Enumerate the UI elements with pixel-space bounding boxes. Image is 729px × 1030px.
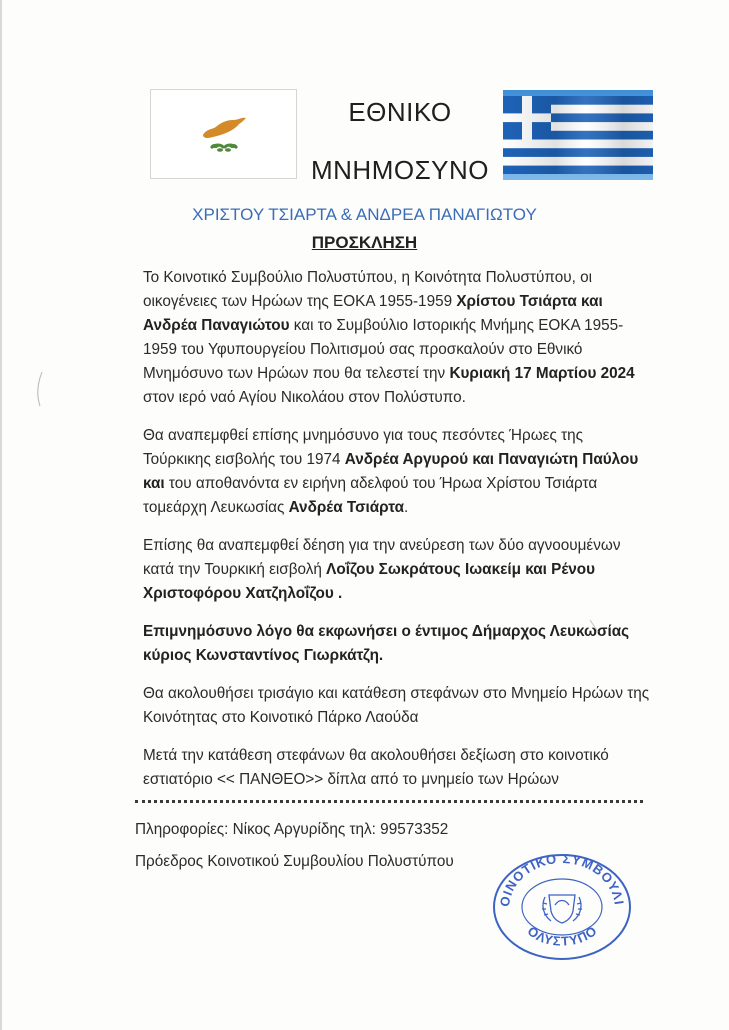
- stamp-top-text: ΟΙΝΟΤΙΚΟ ΣΥΜΒΟΥΛΙ: [496, 850, 627, 908]
- title-line-1: ΕΘΝΙΚΟ: [348, 97, 452, 127]
- council-stamp: [487, 849, 637, 961]
- heroes-names-subtitle: ΧΡΙΣΤΟΥ ΤΣΙΑΡΤΑ & ΑΝΔΡΕΑ ΠΑΝΑΓΙΩΤΟΥ: [192, 205, 537, 224]
- paragraph-4: Επιμνημόσυνο λόγο θα εκφωνήσει ο έντιμος Δήμαρχος Λευκωσίας κύριος Κωνσταντίνος Γιωρκάτζη.: [143, 623, 630, 664]
- scan-edge: [0, 0, 2, 1030]
- invitation-body: [143, 266, 653, 806]
- president-signature-line: Πρόεδρος Κοινοτικού Συμβουλίου Πολυστύπου: [135, 853, 454, 870]
- paragraph-6: Μετά την κατάθεση στεφάνων θα ακολουθήσει δεξίωση στο κοινοτικό εστιατόριο << ΠΑΝΘΕΟ>> δίπλα από το μνημείο των Ηρώων: [143, 747, 609, 788]
- paragraph-1: Το Κοινοτικό Συμβούλιο Πολυστύπου, η Κοινότητα Πολυστύπου, οι οικογένειες των Ηρώων της ΕΟΚΑ 1955-1959 Χρίστου Τσιάρτα και Ανδρέα Παναγιώτου και το Συμβούλιο Ιστορικής Μνήμης ΕΟΚΑ 1955-1959 του Υφυπουργείου Πολιτισμού σας προσκαλούν στο Εθνικό Μνημόσυνο των Ηρώων που θα τελεστεί την Κυριακή 17 Μαρτίου 2024 στον ιερό ναό Αγίου Νικολάου στον Πολύστυπο.: [143, 269, 635, 406]
- stamp-bottom-text: ΟΛΥΣΤΥΠΟ: [524, 922, 600, 949]
- paragraph-3: Επίσης θα αναπεμφθεί δέηση για την ανεύρεση των δύο αγνοουμένων κατά την Τουρκική εισβολή Λοΐζου Σωκράτους Ιωακείμ και Ρένου Χριστοφόρου Χατζηλοΐζου .: [143, 537, 621, 602]
- cyprus-flag-icon: [150, 89, 297, 179]
- cyprus-coat-of-arms-icon: [542, 895, 582, 923]
- scan-mark: [588, 618, 602, 638]
- greek-flag-icon: [503, 90, 653, 180]
- scan-mark: [30, 370, 50, 410]
- paragraph-2: Θα αναπεμφθεί επίσης μνημόσυνο για τους πεσόντες Ήρωες της Τούρκικης εισβολής του 1974 Ανδρέα Αργυρού και Παναγιώτη Παύλου και του αποθανόντα εν ειρήνη αδελφού του Ήρωα Χρίστου Τσιάρτα τομεάρχη Λευκωσίας Ανδρέα Τσιάρτα.: [143, 427, 639, 516]
- invitation-heading: ΠΡΟΣΚΛΗΣΗ: [311, 233, 418, 252]
- paragraph-5: Θα ακολουθήσει τρισάγιο και κατάθεση στεφάνων στο Μνημείο Ηρώων της Κοινότητας στο Κοινοτικό Πάρκο Λαούδα: [143, 685, 650, 726]
- title-line-2: ΜΝΗΜΟΣΥΝΟ: [310, 155, 489, 185]
- dotted-separator: [135, 800, 643, 803]
- contact-info: Πληροφορίες: Νίκος Αργυρίδης τηλ: 99573352: [135, 821, 449, 838]
- page-title: [300, 92, 500, 190]
